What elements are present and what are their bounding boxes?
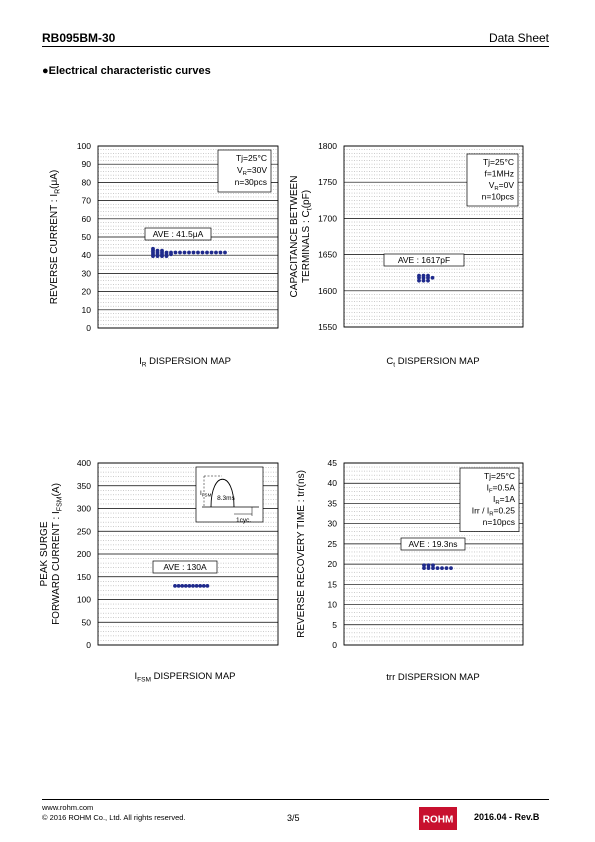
sample-point <box>192 251 196 255</box>
chart-caption-run: t <box>393 361 396 369</box>
condition-line <box>484 471 515 481</box>
condition-line <box>236 153 267 163</box>
y-tick-label: 20 <box>327 559 337 570</box>
sample-point <box>196 251 200 255</box>
y-tick-label: 300 <box>76 503 91 514</box>
average-label: AVE : 130A <box>163 562 207 572</box>
condition-line-run: Irr / I <box>471 505 490 516</box>
footer-copyright: © 2016 ROHM Co., Ltd. All rights reserved. <box>42 813 186 822</box>
sample-point <box>165 254 169 258</box>
condition-line-run: n=30pcs <box>234 177 267 187</box>
sample-point <box>449 566 453 570</box>
sample-point <box>160 254 164 258</box>
condition-line-run: n=10pcs <box>482 517 515 527</box>
footer-page-number: 3/5 <box>287 813 300 823</box>
y-tick-label: 60 <box>81 213 91 224</box>
condition-line-run: R <box>242 171 247 178</box>
rohm-logo <box>419 807 457 830</box>
condition-line-run: n=10pcs <box>481 191 514 202</box>
sample-point <box>177 584 181 588</box>
condition-line-run: R <box>489 511 494 518</box>
y-tick-label: 0 <box>86 640 91 650</box>
sample-point <box>178 251 182 255</box>
y-tick-label: 20 <box>81 286 91 297</box>
y-axis-label <box>296 470 307 638</box>
y-axis-label <box>39 521 50 586</box>
footer-website: www.rohm.com <box>42 803 94 812</box>
y-tick-label: 5 <box>332 619 337 630</box>
y-axis-label-run: (μA) <box>49 169 60 189</box>
condition-line-run: I <box>486 482 489 493</box>
chart-caption-run: I <box>134 671 138 682</box>
chart-caption-run: DISPERSION MAP <box>395 356 480 367</box>
condition-line-run: =0.5A <box>492 482 515 493</box>
y-tick-label: 45 <box>327 458 337 468</box>
y-tick-label: 1750 <box>318 177 337 188</box>
chart-caption-run: DISPERSION MAP <box>146 356 231 367</box>
condition-line <box>483 157 514 167</box>
y-tick-label: 30 <box>81 268 91 279</box>
y-axis-label <box>51 483 64 625</box>
sample-point <box>195 584 199 588</box>
sample-point <box>436 566 440 570</box>
footer-divider <box>42 799 549 800</box>
y-tick-label: 0 <box>86 323 91 333</box>
average-label: AVE : 19.3ns <box>408 539 458 549</box>
rohm-logo-text: ROHM <box>422 814 454 826</box>
sample-point <box>206 584 210 588</box>
sample-point <box>202 584 206 588</box>
y-axis-label-run: (pF) <box>301 189 312 209</box>
y-tick-label: 25 <box>327 538 337 549</box>
y-tick-label: 40 <box>327 478 337 489</box>
condition-line-run: V <box>488 180 495 190</box>
y-tick-label: 50 <box>81 232 91 242</box>
y-axis-label <box>49 170 62 305</box>
sample-point <box>440 566 444 570</box>
condition-line-run: =1A <box>499 494 515 504</box>
condition-line <box>484 169 514 179</box>
condition-line <box>482 192 514 202</box>
sample-point <box>151 254 155 258</box>
condition-line-run: R <box>494 186 499 193</box>
header-part-number: RB095BM-30 <box>42 31 116 45</box>
condition-line-run: =30V <box>246 165 267 175</box>
chart-1 <box>49 141 278 368</box>
y-tick-label: 1650 <box>318 249 337 260</box>
sample-point <box>183 251 187 255</box>
y-tick-label: 1550 <box>318 322 337 332</box>
sample-point <box>422 279 426 283</box>
y-tick-label: 400 <box>76 458 91 468</box>
y-axis-label-run: REVERSE RECOVERY TIME : trr(ns) <box>296 470 307 638</box>
chart-caption-run: DISPERSION MAP <box>151 671 236 682</box>
condition-line-run: F <box>488 488 493 495</box>
header-doc-type: Data Sheet <box>488 31 549 45</box>
y-tick-label: 350 <box>76 480 91 491</box>
y-tick-label: 100 <box>76 141 91 151</box>
sample-point <box>431 276 435 280</box>
y-axis-label-run: CAPACITANCE BETWEEN <box>289 175 300 298</box>
sample-point <box>174 251 178 255</box>
y-tick-label: 1600 <box>318 285 337 296</box>
y-tick-label: 0 <box>332 640 337 650</box>
condition-line <box>483 517 515 527</box>
y-tick-label: 70 <box>81 195 91 206</box>
sample-point <box>188 584 192 588</box>
y-axis-label <box>301 190 314 283</box>
y-axis-label-run: TERMINALS : C <box>301 210 312 284</box>
y-tick-label: 40 <box>81 250 91 261</box>
sample-point <box>156 254 160 258</box>
sample-point <box>184 584 188 588</box>
sample-point <box>180 584 184 588</box>
y-axis-label-run: REVERSE CURRENT : I <box>49 193 60 305</box>
waveform-width-label: 8.3ms <box>217 495 235 502</box>
chart-caption-run: C <box>386 356 394 367</box>
chart-caption <box>134 671 235 683</box>
chart-2 <box>289 141 523 368</box>
y-axis-label-run: FORWARD CURRENT : I <box>51 511 62 625</box>
chart-caption-run: R <box>141 361 147 369</box>
sample-point <box>169 252 173 256</box>
y-tick-label: 100 <box>76 594 91 605</box>
chart-3 <box>39 458 278 683</box>
waveform-amplitude-label-run: I <box>200 490 202 497</box>
condition-line-run: Tj=25°C <box>482 157 514 167</box>
condition-line-run: Tj=25°C <box>483 471 515 481</box>
y-tick-label: 30 <box>327 518 337 529</box>
sample-point <box>422 566 426 570</box>
condition-line-run: =0.25 <box>493 505 515 516</box>
footer-revision: 2016.04 - Rev.B <box>474 812 540 822</box>
y-tick-label: 50 <box>81 617 91 628</box>
chart-caption <box>386 356 479 368</box>
y-tick-label: 80 <box>81 177 91 188</box>
sample-point <box>214 251 218 255</box>
y-tick-label: 200 <box>76 549 91 559</box>
y-tick-label: 1700 <box>318 213 337 224</box>
section-title: ●Electrical characteristic curves <box>42 65 211 77</box>
y-axis-label-run: t <box>306 208 314 211</box>
sample-point <box>210 251 214 255</box>
condition-line-run: =0V <box>498 180 514 190</box>
y-axis-label <box>289 176 300 298</box>
sample-point <box>173 584 177 588</box>
condition-line <box>235 177 267 187</box>
average-label: AVE : 41.5μA <box>152 229 204 239</box>
sample-point <box>427 566 431 570</box>
sample-point <box>201 251 205 255</box>
sample-point <box>426 279 430 283</box>
sample-point <box>205 251 209 255</box>
y-axis-label-run: R <box>54 188 62 194</box>
chart-caption-run: I <box>139 356 142 367</box>
y-tick-label: 35 <box>327 498 337 509</box>
chart-4 <box>296 458 523 683</box>
sample-point <box>445 566 449 570</box>
chart-caption-run: trr DISPERSION MAP <box>386 672 480 683</box>
condition-line-run: f=1MHz <box>484 168 514 179</box>
chart-caption <box>139 356 231 368</box>
sample-point <box>417 279 421 283</box>
sample-point <box>191 584 195 588</box>
sample-point <box>198 584 202 588</box>
y-axis-label-run: FSM <box>56 496 64 512</box>
y-tick-label: 150 <box>76 571 91 582</box>
sample-point <box>431 566 435 570</box>
waveform-amplitude-label-run: FSM <box>201 492 212 498</box>
condition-line-run: I <box>492 494 496 504</box>
y-tick-label: 10 <box>327 599 337 610</box>
y-tick-label: 15 <box>327 579 337 590</box>
y-axis-label-run: PEAK SURGE <box>39 521 50 587</box>
average-label: AVE : 1617pF <box>397 255 451 265</box>
y-tick-label: 10 <box>81 304 91 315</box>
y-tick-label: 1800 <box>318 141 337 151</box>
waveform-cycle-label: 1cyc. <box>236 517 252 524</box>
condition-line-run: Tj=25°C <box>235 153 267 163</box>
y-tick-label: 250 <box>76 526 91 537</box>
y-tick-label: 90 <box>81 159 91 170</box>
sample-point <box>223 251 227 255</box>
chart-caption <box>386 672 479 683</box>
sample-point <box>219 251 223 255</box>
y-axis-label-run: (A) <box>51 483 62 497</box>
chart-caption-run: FSM <box>137 676 152 684</box>
sample-point <box>187 251 191 255</box>
condition-line-run: R <box>495 500 500 507</box>
condition-line-run: V <box>236 165 243 175</box>
